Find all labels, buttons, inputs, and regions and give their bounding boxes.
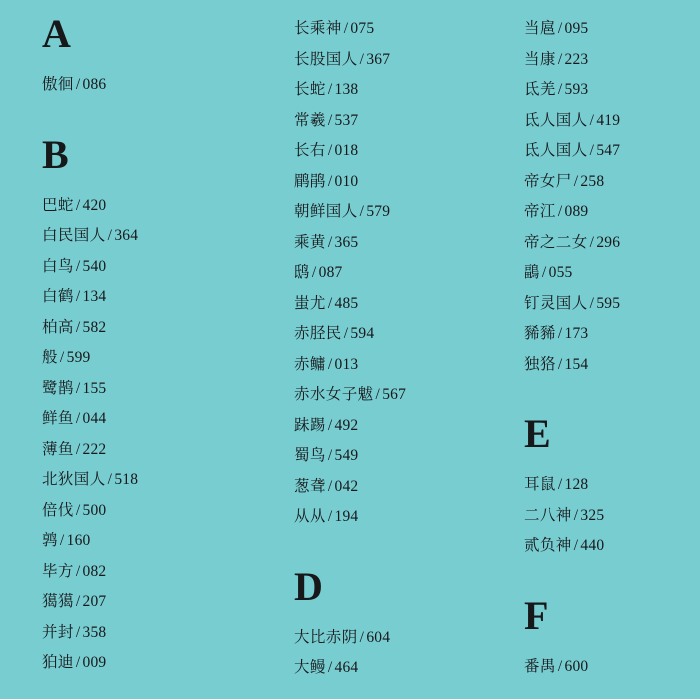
entry-page: 464 bbox=[334, 659, 359, 676]
entry-separator: / bbox=[557, 476, 563, 493]
entry-page: 018 bbox=[334, 142, 359, 159]
list-item[interactable] bbox=[42, 648, 236, 679]
entry-separator: / bbox=[75, 623, 81, 641]
list-item[interactable] bbox=[524, 14, 700, 45]
list-item[interactable] bbox=[294, 319, 470, 350]
list-item[interactable] bbox=[524, 197, 700, 228]
entry-name: 般 bbox=[42, 349, 58, 366]
entry-name: 蜀鸟 bbox=[294, 447, 326, 464]
entry-name: 独狢 bbox=[524, 355, 556, 373]
entry-name: 当康 bbox=[524, 50, 556, 68]
entry-separator: / bbox=[327, 659, 333, 676]
entry-page: 594 bbox=[350, 325, 375, 342]
entry-name: 大比赤阴 bbox=[294, 628, 358, 646]
entry-name: 长蛇 bbox=[294, 81, 326, 98]
entry-name: 狛迪 bbox=[42, 654, 74, 671]
entry-list-b bbox=[42, 191, 236, 679]
entry-separator: / bbox=[557, 50, 563, 68]
entry-name: 耳鼠 bbox=[524, 476, 556, 493]
entry-separator: / bbox=[359, 628, 365, 646]
entry-name: 氐羌 bbox=[524, 81, 556, 98]
entry-separator: / bbox=[589, 294, 595, 312]
list-item[interactable] bbox=[42, 435, 236, 466]
entry-page: 010 bbox=[334, 172, 359, 190]
entry-name: 氐人国人 bbox=[524, 111, 588, 129]
list-item[interactable] bbox=[42, 70, 236, 101]
entry-page: 549 bbox=[334, 447, 359, 464]
list-item[interactable] bbox=[294, 502, 470, 533]
list-item[interactable] bbox=[294, 653, 470, 684]
index-column-3 bbox=[470, 0, 700, 699]
entry-page: 419 bbox=[596, 111, 621, 129]
entry-separator: / bbox=[75, 593, 81, 610]
entry-name: 白鹤 bbox=[42, 288, 74, 305]
entry-name: 葱聋 bbox=[294, 477, 326, 495]
entry-list-c-continued bbox=[294, 14, 470, 533]
section-letter-f: F bbox=[524, 592, 549, 638]
entry-name: 赤水女子魃 bbox=[294, 386, 374, 403]
entry-separator: / bbox=[343, 20, 349, 37]
list-item[interactable] bbox=[524, 167, 700, 198]
entry-name: 柏高 bbox=[42, 318, 74, 336]
list-item[interactable] bbox=[524, 652, 700, 683]
list-item[interactable] bbox=[294, 258, 470, 289]
entry-name: 白鸟 bbox=[42, 257, 74, 275]
list-item[interactable] bbox=[42, 282, 236, 313]
section-letter-a: A bbox=[42, 11, 71, 56]
entry-page: 258 bbox=[580, 172, 605, 190]
entry-name: 二八神 bbox=[524, 506, 572, 524]
entry-separator: / bbox=[375, 386, 381, 403]
section-letter-b: B bbox=[42, 131, 69, 177]
entry-list-a bbox=[42, 70, 236, 101]
list-item[interactable] bbox=[42, 343, 236, 374]
entry-page: 599 bbox=[66, 349, 91, 366]
entry-separator: / bbox=[573, 537, 579, 554]
entry-separator: / bbox=[589, 233, 595, 251]
entry-page: 095 bbox=[564, 20, 589, 37]
entry-separator: / bbox=[557, 203, 563, 220]
entry-name: 豨豨 bbox=[524, 325, 556, 342]
list-item[interactable] bbox=[42, 587, 236, 618]
entry-page: 485 bbox=[334, 294, 359, 312]
list-item[interactable] bbox=[294, 106, 470, 137]
list-item[interactable] bbox=[42, 526, 236, 557]
list-item[interactable] bbox=[294, 289, 470, 320]
entry-separator: / bbox=[75, 410, 81, 427]
entry-page: 044 bbox=[82, 410, 107, 427]
entry-name: 番禺 bbox=[524, 657, 556, 675]
entry-page: 086 bbox=[82, 76, 107, 93]
list-item[interactable] bbox=[294, 167, 470, 198]
entry-page: 600 bbox=[564, 657, 589, 675]
entry-page: 160 bbox=[66, 532, 91, 549]
entry-page: 579 bbox=[366, 203, 391, 220]
entry-page: 222 bbox=[82, 440, 107, 458]
entry-name: 毕方 bbox=[42, 562, 74, 580]
entry-separator: / bbox=[327, 416, 333, 434]
entry-separator: / bbox=[75, 196, 81, 214]
list-item[interactable] bbox=[42, 221, 236, 252]
list-item[interactable] bbox=[294, 411, 470, 442]
entry-separator: / bbox=[75, 76, 81, 93]
entry-page: 128 bbox=[564, 476, 589, 493]
entry-page: 604 bbox=[366, 628, 391, 646]
entry-separator: / bbox=[75, 288, 81, 305]
entry-name: 朝鲜国人 bbox=[294, 203, 358, 220]
list-item[interactable] bbox=[294, 380, 470, 411]
entry-name: 巴蛇 bbox=[42, 196, 74, 214]
entry-page: 367 bbox=[366, 50, 391, 68]
entry-separator: / bbox=[327, 355, 333, 373]
entry-name: 乘黄 bbox=[294, 233, 326, 251]
list-item[interactable] bbox=[524, 258, 700, 289]
entry-separator: / bbox=[75, 440, 81, 458]
entry-separator: / bbox=[59, 349, 65, 366]
list-item[interactable] bbox=[42, 252, 236, 283]
list-item[interactable] bbox=[524, 350, 700, 381]
entry-name: 帝之二女 bbox=[524, 233, 588, 251]
entry-page: 492 bbox=[334, 416, 359, 434]
entry-separator: / bbox=[327, 142, 333, 159]
entry-separator: / bbox=[541, 264, 547, 281]
letter-section-f bbox=[524, 592, 700, 683]
list-item[interactable] bbox=[524, 45, 700, 76]
entry-page: 154 bbox=[564, 355, 589, 373]
entry-separator: / bbox=[343, 325, 349, 342]
list-item[interactable] bbox=[524, 501, 700, 532]
list-item[interactable] bbox=[42, 618, 236, 649]
index-column-1 bbox=[0, 0, 236, 699]
list-item[interactable] bbox=[524, 531, 700, 562]
list-item[interactable] bbox=[524, 470, 700, 501]
entry-page: 223 bbox=[564, 50, 589, 68]
entry-name: 傲徊 bbox=[42, 76, 74, 93]
entry-separator: / bbox=[589, 142, 595, 159]
list-item[interactable] bbox=[294, 623, 470, 654]
entry-page: 547 bbox=[596, 142, 621, 159]
entry-page: 540 bbox=[82, 257, 107, 275]
section-letter-e: E bbox=[524, 411, 551, 456]
list-item[interactable] bbox=[294, 472, 470, 503]
list-item[interactable] bbox=[524, 228, 700, 259]
list-item[interactable] bbox=[42, 465, 236, 496]
list-item[interactable] bbox=[42, 191, 236, 222]
entry-page: 364 bbox=[114, 227, 139, 244]
entry-page: 173 bbox=[564, 325, 589, 342]
list-item[interactable] bbox=[294, 14, 470, 45]
entry-separator: / bbox=[75, 501, 81, 519]
letter-section-b bbox=[42, 131, 236, 679]
entry-page: 358 bbox=[82, 623, 107, 641]
entry-name: 长右 bbox=[294, 142, 326, 159]
list-item[interactable] bbox=[42, 496, 236, 527]
entry-separator: / bbox=[75, 257, 81, 275]
entry-name: 当扈 bbox=[524, 20, 556, 37]
entry-name: 鶝 bbox=[524, 264, 540, 281]
index-column-2 bbox=[236, 0, 470, 699]
entry-separator: / bbox=[557, 20, 563, 37]
entry-name: 鹑 bbox=[42, 532, 58, 549]
entry-list-f bbox=[524, 652, 700, 683]
entry-separator: / bbox=[557, 81, 563, 98]
entry-page: 055 bbox=[548, 264, 573, 281]
entry-page: 075 bbox=[350, 20, 375, 37]
entry-separator: / bbox=[573, 172, 579, 190]
entry-name: 钉灵国人 bbox=[524, 294, 588, 312]
entry-separator: / bbox=[59, 532, 65, 549]
entry-name: 贰负神 bbox=[524, 537, 572, 554]
entry-name: 鸱 bbox=[294, 264, 310, 281]
entry-separator: / bbox=[75, 318, 81, 336]
entry-name: 长乘神 bbox=[294, 20, 342, 37]
list-item[interactable] bbox=[42, 557, 236, 588]
entry-separator: / bbox=[107, 227, 113, 244]
entry-separator: / bbox=[557, 355, 563, 373]
entry-separator: / bbox=[75, 379, 81, 397]
entry-name: 倍伐 bbox=[42, 501, 74, 519]
entry-page: 155 bbox=[82, 379, 107, 397]
entry-name: 薄鱼 bbox=[42, 440, 74, 458]
entry-page: 009 bbox=[82, 654, 107, 671]
letter-section-a bbox=[42, 11, 236, 101]
entry-page: 296 bbox=[596, 233, 621, 251]
entry-page: 207 bbox=[82, 593, 107, 610]
entry-page: 582 bbox=[82, 318, 107, 336]
entry-name: 鹭鹊 bbox=[42, 379, 74, 397]
entry-list-d-continued bbox=[524, 14, 700, 380]
letter-section-d bbox=[294, 563, 470, 684]
list-item[interactable] bbox=[42, 404, 236, 435]
entry-separator: / bbox=[327, 81, 333, 98]
entry-separator: / bbox=[327, 111, 333, 129]
entry-name: 獦獦 bbox=[42, 593, 74, 610]
list-item[interactable] bbox=[524, 136, 700, 167]
letter-section-e bbox=[524, 411, 700, 562]
entry-name: 赤鳙 bbox=[294, 355, 326, 373]
entry-separator: / bbox=[327, 294, 333, 312]
entry-page: 194 bbox=[334, 508, 359, 525]
entry-separator: / bbox=[75, 562, 81, 580]
list-item[interactable] bbox=[524, 75, 700, 106]
entry-page: 440 bbox=[580, 537, 605, 554]
list-item[interactable] bbox=[294, 350, 470, 381]
entry-page: 500 bbox=[82, 501, 107, 519]
list-item[interactable] bbox=[42, 313, 236, 344]
entry-page: 518 bbox=[114, 471, 139, 488]
list-item[interactable] bbox=[294, 75, 470, 106]
entry-separator: / bbox=[327, 508, 333, 525]
entry-name: 白民国人 bbox=[42, 227, 106, 244]
list-item[interactable] bbox=[524, 106, 700, 137]
list-item[interactable] bbox=[294, 197, 470, 228]
entry-page: 087 bbox=[318, 264, 343, 281]
entry-name: 鲜鱼 bbox=[42, 410, 74, 427]
entry-page: 593 bbox=[564, 81, 589, 98]
entry-name: 鹛鹃 bbox=[294, 172, 326, 190]
entry-page: 042 bbox=[334, 477, 359, 495]
entry-separator: / bbox=[557, 325, 563, 342]
entry-name: 帝江 bbox=[524, 203, 556, 220]
entry-separator: / bbox=[311, 264, 317, 281]
entry-name: 从从 bbox=[294, 508, 326, 525]
entry-name: 蚩尤 bbox=[294, 294, 326, 312]
list-item[interactable] bbox=[294, 441, 470, 472]
list-item[interactable] bbox=[524, 289, 700, 320]
entry-separator: / bbox=[327, 477, 333, 495]
entry-page: 365 bbox=[334, 233, 359, 251]
entry-page: 138 bbox=[334, 81, 359, 98]
entry-separator: / bbox=[327, 172, 333, 190]
list-item[interactable] bbox=[294, 45, 470, 76]
entry-page: 325 bbox=[580, 506, 605, 524]
entry-separator: / bbox=[359, 203, 365, 220]
entry-separator: / bbox=[327, 233, 333, 251]
entry-page: 595 bbox=[596, 294, 621, 312]
entry-separator: / bbox=[359, 50, 365, 68]
entry-separator: / bbox=[557, 657, 563, 675]
entry-list-e bbox=[524, 470, 700, 562]
entry-name: 常羲 bbox=[294, 111, 326, 129]
entry-name: 大鳗 bbox=[294, 659, 326, 676]
entry-name: 北狄国人 bbox=[42, 471, 106, 488]
entry-name: 赤胫民 bbox=[294, 325, 342, 342]
entry-separator: / bbox=[75, 654, 81, 671]
list-item[interactable] bbox=[294, 136, 470, 167]
entry-list-d bbox=[294, 623, 470, 684]
section-letter-d: D bbox=[294, 563, 323, 609]
entry-page: 537 bbox=[334, 111, 359, 129]
entry-name: 长股国人 bbox=[294, 50, 358, 68]
entry-page: 082 bbox=[82, 562, 107, 580]
entry-page: 134 bbox=[82, 288, 107, 305]
entry-page: 013 bbox=[334, 355, 359, 373]
entry-name: 并封 bbox=[42, 623, 74, 641]
entry-page: 567 bbox=[382, 386, 407, 403]
list-item[interactable] bbox=[524, 319, 700, 350]
entry-separator: / bbox=[107, 471, 113, 488]
entry-page: 089 bbox=[564, 203, 589, 220]
entry-separator: / bbox=[589, 111, 595, 129]
entry-name: 帝女尸 bbox=[524, 172, 572, 190]
entry-name: 氐人国人 bbox=[524, 142, 588, 159]
list-item[interactable] bbox=[294, 228, 470, 259]
entry-separator: / bbox=[327, 447, 333, 464]
entry-separator: / bbox=[573, 506, 579, 524]
entry-page: 420 bbox=[82, 196, 107, 214]
list-item[interactable] bbox=[42, 374, 236, 405]
entry-name: 跊踢 bbox=[294, 416, 326, 434]
